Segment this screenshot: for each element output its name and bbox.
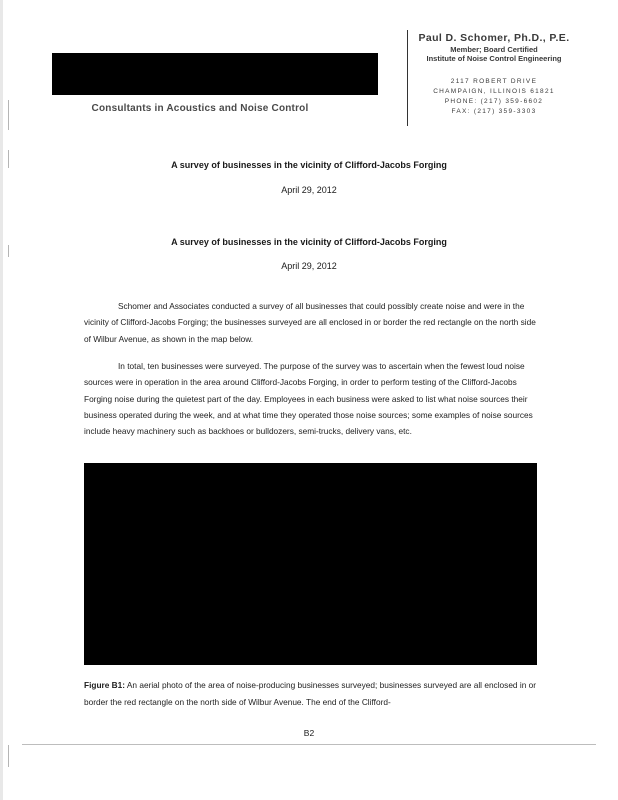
page-number: B2 <box>303 728 315 738</box>
letterhead-divider <box>407 30 408 126</box>
letterhead-address <box>410 77 578 117</box>
figure-caption-text: An aerial photo of the area of noise-producing businesses surveyed; businesses surveyed are all enclosed in or border the red rectangle on the north side of Wilbur Avenue. The end of the Clifford- <box>84 680 536 707</box>
footer-rule <box>22 744 596 745</box>
letterhead-name: Paul D. Schomer, Ph.D., P.E. <box>418 32 570 44</box>
letterhead-credential: Member; Board Certified <box>450 45 538 54</box>
address-street: 2117 ROBERT DRIVE <box>450 78 538 85</box>
address-phone: PHONE: (217) 359-6602 <box>444 98 544 105</box>
letterhead-tagline: Consultants in Acoustics and Noise Control <box>91 103 309 114</box>
report-date: April 29, 2012 <box>281 261 337 271</box>
cover-date: April 29, 2012 <box>281 185 337 195</box>
address-city: CHAMPAIGN, ILLINOIS 61821 <box>433 88 555 95</box>
address-fax: FAX: (217) 359-3303 <box>451 108 537 115</box>
body-paragraph-2 <box>84 358 544 439</box>
letterhead-contact-block <box>410 32 578 117</box>
redacted-logo-block <box>52 53 378 95</box>
report-title: A survey of businesses in the vicinity of Clifford-Jacobs Forging <box>171 237 447 247</box>
letterhead-credential: Institute of Noise Control Engineering <box>426 54 562 63</box>
figure-caption <box>84 677 544 711</box>
paragraph-2-text: In total, ten businesses were surveyed. The purpose of the survey was to ascertain when the fewest loud noise sources were in operation in the area around Clifford-Jacobs Forging, in order to perform testing of the Clifford-Jacobs Forging noise during the quietest part of the day. Employees in each business were asked to list what noise sources their business operated during the week, and at what time they operated those noise sources; some examples of noise sources include heavy machinery such as backhoes or bulldozers, semi-trucks, delivery vans, etc. <box>84 361 533 437</box>
paragraph-1-text: Schomer and Associates conducted a survey of all businesses that could possibly create noise and were in the vicinity of Clifford-Jacobs Forging; the businesses surveyed are all enclosed in or border the red rectangle on the north side of Wilbur Avenue, as shown in the map below. <box>84 301 536 344</box>
cover-title: A survey of businesses in the vicinity of Clifford-Jacobs Forging <box>171 160 447 170</box>
body-paragraph-1 <box>84 298 544 347</box>
figure-label: Figure B1: <box>84 680 126 690</box>
redacted-aerial-photo <box>84 463 537 665</box>
scan-margin-mark <box>8 745 9 767</box>
scan-left-edge <box>0 0 3 800</box>
